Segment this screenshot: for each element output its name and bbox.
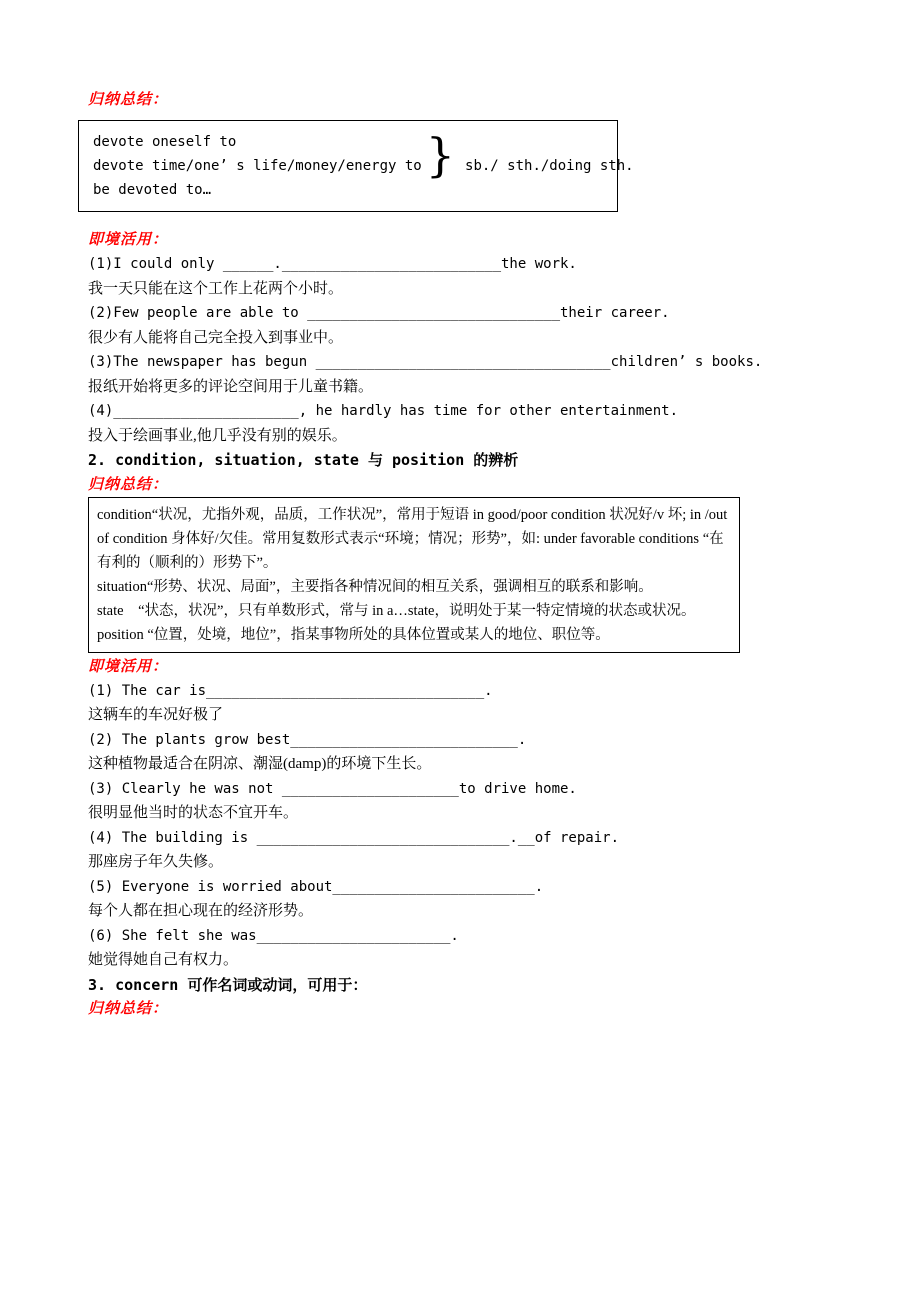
- exercise-zh: 很明显他当时的状态不宜开车。: [88, 805, 299, 821]
- exercise-zh: 投入于绘画事业,他几乎没有别的娱乐。: [88, 427, 347, 444]
- section-2-title: 2. condition, situation, state 与 position 的辨析: [88, 451, 519, 469]
- exercise-zh: 她觉得她自己有权力。: [88, 952, 239, 968]
- exercise-en: (2) The plants grow best___________________________.: [88, 731, 527, 748]
- exercise-en: (2)Few people are able to ______________________________their career.: [88, 305, 670, 321]
- heading-summary-2: 归纳总结：: [88, 475, 169, 493]
- analysis-state: state “状态，状况”，只有单数形式，常与 in a…state，说明处于某一特定情境的状态或状况。: [97, 602, 696, 619]
- devote-line-2-right: sb./ sth./doing sth.: [465, 158, 634, 174]
- devote-line-1: devote oneself to: [93, 134, 237, 150]
- heading-practice-1: 即境活用：: [88, 231, 169, 248]
- exercise-zh: 我一天只能在这个工作上花两个小时。: [88, 280, 344, 297]
- devote-line-2-left: devote time/one’ s life/money/energy to: [93, 158, 422, 174]
- analysis-situation: situation“形势、状况、局面”，主要指各种情况间的相互关系，强调相互的联系和影响。: [97, 578, 653, 595]
- heading-summary-3: 归纳总结：: [88, 1000, 169, 1017]
- devote-usage-box: [78, 120, 634, 212]
- exercise-en: (1) The car is_________________________________.: [88, 682, 493, 699]
- exercise-zh: 很少有人能将自己完全投入到事业中。: [88, 329, 344, 346]
- heading-practice-2: 即境活用：: [88, 657, 169, 675]
- devote-line-3: be devoted to…: [93, 182, 212, 198]
- exercise-en: (4)______________________, he hardly has time for other entertainment.: [88, 403, 679, 419]
- exercise-en: (3)The newspaper has begun ___________________________________children’ s books.: [88, 354, 763, 370]
- exercise-en: (5) Everyone is worried about________________________.: [88, 878, 544, 895]
- exercise-en: (3) Clearly he was not _____________________to drive home.: [88, 780, 577, 797]
- exercise-zh: 这种植物最适合在阴凉、潮湿(damp)的环境下生长。: [88, 756, 432, 772]
- analysis-position: position “位置，处境，地位”，指某事物所处的具体位置或某人的地位、职位等。: [97, 626, 610, 643]
- grouping-brace: }: [425, 128, 456, 182]
- word-analysis-box: [88, 497, 740, 653]
- heading-summary-1: 归纳总结：: [88, 91, 169, 108]
- analysis-condition: condition“状况，尤指外观，品质，工作状况”，常用于短语 in good/poor condition 状况好/v 坏; in /out of condition 身体好/欠佳。常用复数形式表示“环境；情况；形势”，如: under favorable conditions “在有利的（顺利的）形势下”。: [97, 506, 728, 571]
- section-3-title: 3. concern 可作名词或动词，可用于：: [88, 975, 368, 994]
- exercise-en: (6) She felt she was_______________________.: [88, 927, 459, 944]
- exercise-en: (1)I could only ______.__________________________the work.: [88, 256, 577, 272]
- exercise-zh: 这辆车的车况好极了: [88, 707, 224, 723]
- exercise-zh: 报纸开始将更多的评论空间用于儿童书籍。: [88, 378, 374, 395]
- exercise-zh: 那座房子年久失修。: [88, 854, 224, 870]
- exercise-en: (4) The building is ______________________________.__of repair.: [88, 829, 620, 846]
- exercise-zh: 每个人都在担心现在的经济形势。: [88, 903, 314, 919]
